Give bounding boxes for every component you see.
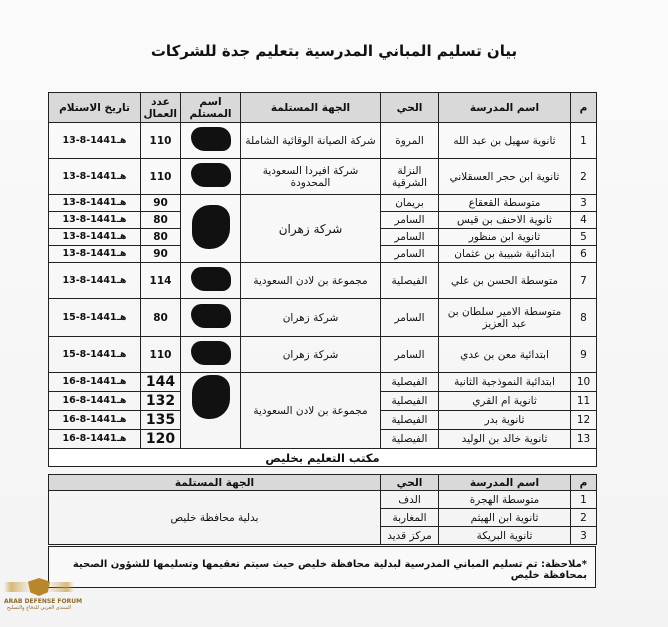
receiver-name-redacted — [181, 195, 241, 263]
receiver-name-redacted — [181, 373, 241, 449]
school-name: ابتدائية شبيبة بن عثمان — [439, 246, 571, 263]
shield-icon — [28, 578, 50, 596]
workers-count: 114 — [141, 263, 181, 299]
row-number: 7 — [571, 263, 597, 299]
receipt-date: 16-8-1441هـ — [49, 373, 141, 392]
table-header-row — [49, 93, 597, 123]
school-name: ثانوية ابن منظور — [439, 229, 571, 246]
district: الفيصلية — [381, 373, 439, 392]
receiver: شركة الصيانة الوقائية الشاملة — [241, 123, 381, 159]
school-name: متوسطة القعقاع — [439, 195, 571, 212]
row-number: 3 — [571, 195, 597, 212]
redaction-mark — [192, 205, 230, 249]
row-number: 10 — [571, 373, 597, 392]
header-district: الحي — [381, 93, 439, 123]
receiver: شركة زهران — [241, 195, 381, 263]
workers-count: 90 — [141, 195, 181, 212]
redaction-mark — [191, 163, 231, 187]
school-name: متوسطة الحسن بن علي — [439, 263, 571, 299]
header-receiver-name: اسم المستلم — [181, 93, 241, 123]
workers-count: 80 — [141, 229, 181, 246]
district: السامر — [381, 299, 439, 337]
receipt-date: 16-8-1441هـ — [49, 411, 141, 430]
receiver: شركة زهران — [241, 337, 381, 373]
workers-count: 90 — [141, 246, 181, 263]
receiver-name-redacted — [181, 337, 241, 373]
document-title: بيان تسليم المباني المدرسية بتعليم جدة للشركات — [150, 42, 518, 60]
workers-count: 110 — [141, 159, 181, 195]
workers-count: 110 — [141, 123, 181, 159]
district: المروة — [381, 123, 439, 159]
district: المغاربة — [381, 509, 439, 527]
district: الفيصلية — [381, 411, 439, 430]
redaction-mark — [192, 375, 230, 419]
table-row — [49, 337, 597, 373]
logo-text-en: ARAB DEFENSE FORUM — [4, 598, 83, 605]
district: الدف — [381, 491, 439, 509]
header-district: الحي — [381, 475, 439, 491]
header-receiver: الجهة المستلمة — [49, 475, 381, 491]
school-name: ثانوية ابن الهيثم — [439, 509, 571, 527]
receipt-date: 13-8-1441هـ — [49, 229, 141, 246]
office-table — [48, 474, 597, 545]
row-number: 3 — [571, 527, 597, 545]
row-number: 13 — [571, 430, 597, 449]
workers-count: 80 — [141, 299, 181, 337]
redaction-mark — [191, 304, 231, 328]
receipt-date: 13-8-1441هـ — [49, 212, 141, 229]
row-number: 1 — [571, 123, 597, 159]
table-row — [49, 195, 597, 212]
receipt-date: 15-8-1441هـ — [49, 337, 141, 373]
header-school: اسم المدرسة — [439, 93, 571, 123]
note-box — [48, 546, 596, 588]
receipt-date: 13-8-1441هـ — [49, 195, 141, 212]
receiver: مجموعة بن لادن السعودية — [241, 373, 381, 449]
office-heading: مكتب التعليم بخليص — [49, 449, 597, 467]
district: بريمان — [381, 195, 439, 212]
school-name: ثانوية ام القري — [439, 392, 571, 411]
district: الفيصلية — [381, 392, 439, 411]
district: النزلة الشرقية — [381, 159, 439, 195]
receipt-date: 13-8-1441هـ — [49, 123, 141, 159]
workers-count: 110 — [141, 337, 181, 373]
school-name: ثانوية الاحنف بن قيس — [439, 212, 571, 229]
school-name: متوسطة الهجرة — [439, 491, 571, 509]
district: السامر — [381, 246, 439, 263]
receipt-date: 13-8-1441هـ — [49, 263, 141, 299]
district: الفيصلية — [381, 263, 439, 299]
school-name: ثانوية البريكة — [439, 527, 571, 545]
table-row — [49, 159, 597, 195]
receiver: بدلية محافظة خليص — [49, 491, 381, 545]
table-row — [49, 299, 597, 337]
receipt-date: 13-8-1441هـ — [49, 246, 141, 263]
workers-count: 132 — [141, 392, 181, 411]
school-name: ثانوية ابن حجر العسقلاني — [439, 159, 571, 195]
workers-count: 120 — [141, 430, 181, 449]
receiver: مجموعة بن لادن السعودية — [241, 263, 381, 299]
district: الفيصلية — [381, 430, 439, 449]
school-name: ثانوية بدر — [439, 411, 571, 430]
receiver: شركة زهران — [241, 299, 381, 337]
receipt-date: 15-8-1441هـ — [49, 299, 141, 337]
redaction-mark — [191, 341, 231, 365]
district: مركز قديد — [381, 527, 439, 545]
workers-count: 135 — [141, 411, 181, 430]
row-number: 1 — [571, 491, 597, 509]
receiver-name-redacted — [181, 299, 241, 337]
header-workers: عدد العمال — [141, 93, 181, 123]
header-date: تاريخ الاستلام — [49, 93, 141, 123]
row-number: 12 — [571, 411, 597, 430]
school-name: ابتدائية معن بن عدي — [439, 337, 571, 373]
district: السامر — [381, 229, 439, 246]
row-number: 2 — [571, 509, 597, 527]
header-school: اسم المدرسة — [439, 475, 571, 491]
buildings-table — [48, 92, 597, 467]
table-row — [49, 491, 597, 509]
redaction-mark — [191, 127, 231, 151]
row-number: 8 — [571, 299, 597, 337]
logo-text-ar: المنتدى العربي للدفاع والتسليح — [6, 605, 72, 611]
office-header-row — [49, 475, 597, 491]
row-number: 5 — [571, 229, 597, 246]
row-number: 6 — [571, 246, 597, 263]
header-m: م — [571, 93, 597, 123]
district: السامر — [381, 337, 439, 373]
receipt-date: 16-8-1441هـ — [49, 430, 141, 449]
school-name: ثانوية سهيل بن عبد الله — [439, 123, 571, 159]
row-number: 9 — [571, 337, 597, 373]
office-heading-row — [49, 449, 597, 467]
school-name: ابتدائية النموذجية الثانية — [439, 373, 571, 392]
workers-count: 80 — [141, 212, 181, 229]
receipt-date: 16-8-1441هـ — [49, 392, 141, 411]
header-m: م — [571, 475, 597, 491]
table-row — [49, 123, 597, 159]
school-name: متوسطة الامير سلطان بن عبد العزيز — [439, 299, 571, 337]
row-number: 11 — [571, 392, 597, 411]
note-text: *ملاحظة: تم تسليم المباني المدرسية لبدلية محافظة خليص حيث سيتم تعقيمها وتسليمها للشؤون الصحية بمحافظة خليص — [72, 559, 587, 581]
receipt-date: 13-8-1441هـ — [49, 159, 141, 195]
table-row — [49, 373, 597, 392]
row-number: 4 — [571, 212, 597, 229]
district: السامر — [381, 212, 439, 229]
table-row — [49, 263, 597, 299]
receiver-name-redacted — [181, 159, 241, 195]
receiver: شركة افيردا السعودية المحدودة — [241, 159, 381, 195]
row-number: 2 — [571, 159, 597, 195]
header-receiver: الجهة المستلمة — [241, 93, 381, 123]
school-name: ثانوية خالد بن الوليد — [439, 430, 571, 449]
receiver-name-redacted — [181, 263, 241, 299]
watermark-logo — [4, 578, 83, 624]
workers-count: 144 — [141, 373, 181, 392]
redaction-mark — [191, 267, 231, 291]
receiver-name-redacted — [181, 123, 241, 159]
